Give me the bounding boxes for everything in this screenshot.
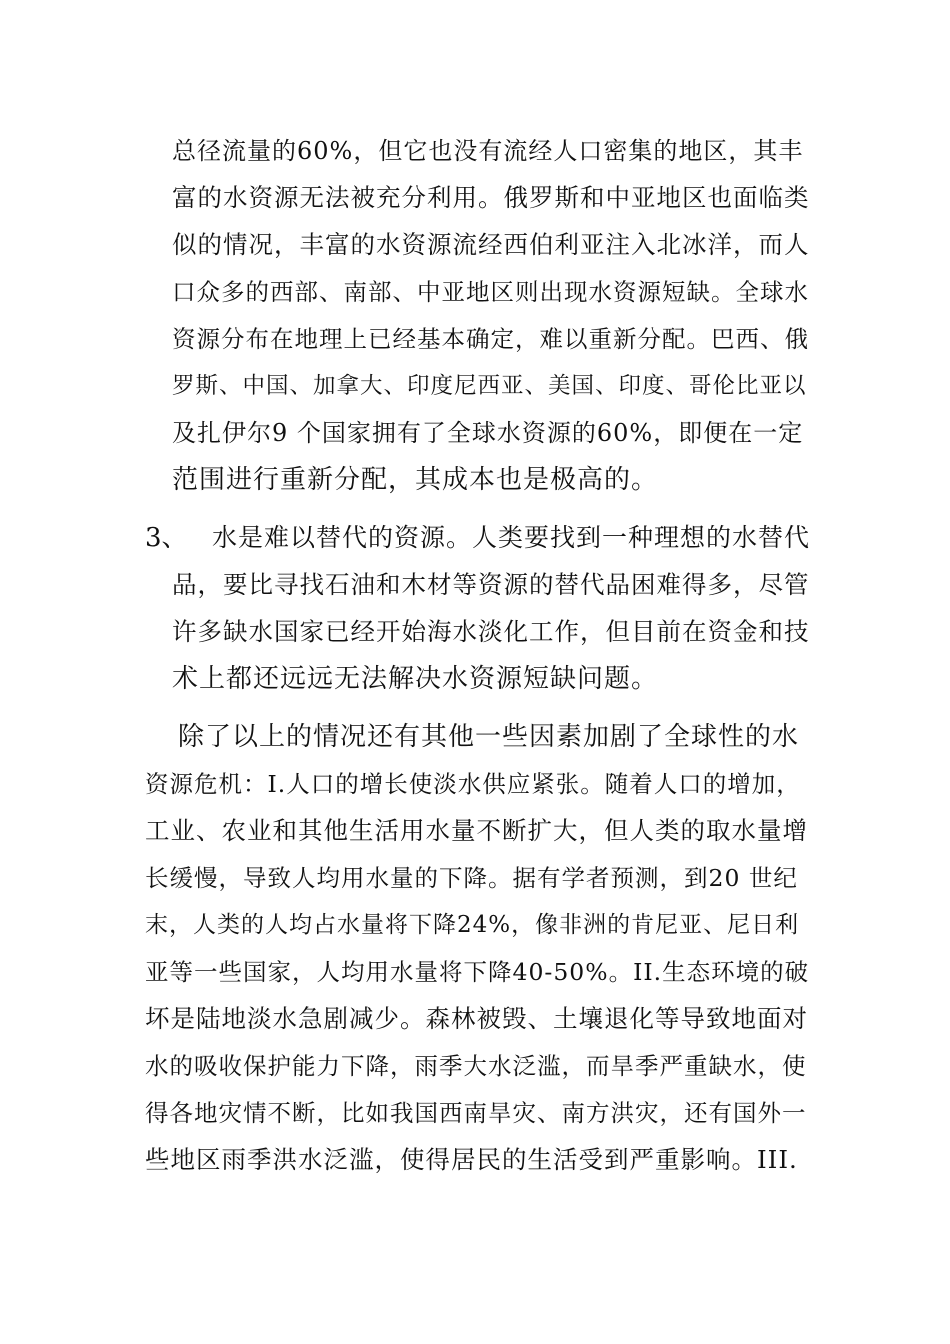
paragraph-line: 范围进行重新分配，其成本也是极高的。 <box>172 465 659 495</box>
list-item-line: 水是难以替代的资源。人类要找到一种理想的水替代 <box>212 523 811 552</box>
paragraph-line: 长缓慢，导致人均用水量的下降。据有学者预测，到20 世纪 <box>145 864 798 892</box>
list-item-line: 术上都还远远无法解决水资源短缺问题。 <box>172 664 659 694</box>
list-item-line: 许多缺水国家已经开始海水淡化工作，但目前在资金和技 <box>172 617 810 646</box>
paragraph-line: 口众多的西部、南部、中亚地区则出现水资源短缺。全球水 <box>172 278 809 306</box>
paragraph-line: 除了以上的情况还有其他一些因素加剧了全球性的水 <box>178 722 800 752</box>
paragraph-line: 资源危机：I.人口的增长使淡水供应紧张。随着人口的增加， <box>145 770 801 798</box>
paragraph-line: 资源分布在地理上已经基本确定，难以重新分配。巴西、俄 <box>172 325 809 353</box>
paragraph-line: 总径流量的60%，但它也没有流经人口密集的地区，其丰 <box>172 137 804 165</box>
paragraph-line: 水的吸收保护能力下降，雨季大水泛滥，而旱季严重缺水，使 <box>145 1052 807 1080</box>
paragraph-line: 工业、农业和其他生活用水量不断扩大，但人类的取水量增 <box>145 816 808 845</box>
list-item-line: 品，要比寻找石油和木材等资源的替代品困难得多，尽管 <box>172 570 810 599</box>
paragraph-line: 似的情况，丰富的水资源流经西伯利亚注入北冰洋，而人 <box>172 230 810 259</box>
paragraph-line: 及扎伊尔9 个国家拥有了全球水资源的60%，即便在一定 <box>172 419 804 447</box>
paragraph-line: 富的水资源无法被充分利用。俄罗斯和中亚地区也面临类 <box>172 183 810 212</box>
paragraph-line: 罗斯、中国、加拿大、印度尼西亚、美国、印度、哥伦比亚以 <box>172 373 807 399</box>
paragraph-line: 些地区雨季洪水泛滥，使得居民的生活受到严重影响。III. <box>145 1145 798 1174</box>
paragraph-line: 得各地灾情不断，比如我国西南旱灾、南方洪灾，还有国外一 <box>145 1099 807 1127</box>
paragraph-line: 末，人类的人均占水量将下降24%，像非洲的肯尼亚、尼日利 <box>145 912 800 938</box>
paragraph-line: 亚等一些国家，人均用水量将下降40-50%。II.生态环境的破 <box>145 958 810 986</box>
paragraph-line: 坏是陆地淡水急剧减少。森林被毁、土壤退化等导致地面对 <box>145 1004 808 1033</box>
list-item-number: 3、 <box>145 523 188 553</box>
